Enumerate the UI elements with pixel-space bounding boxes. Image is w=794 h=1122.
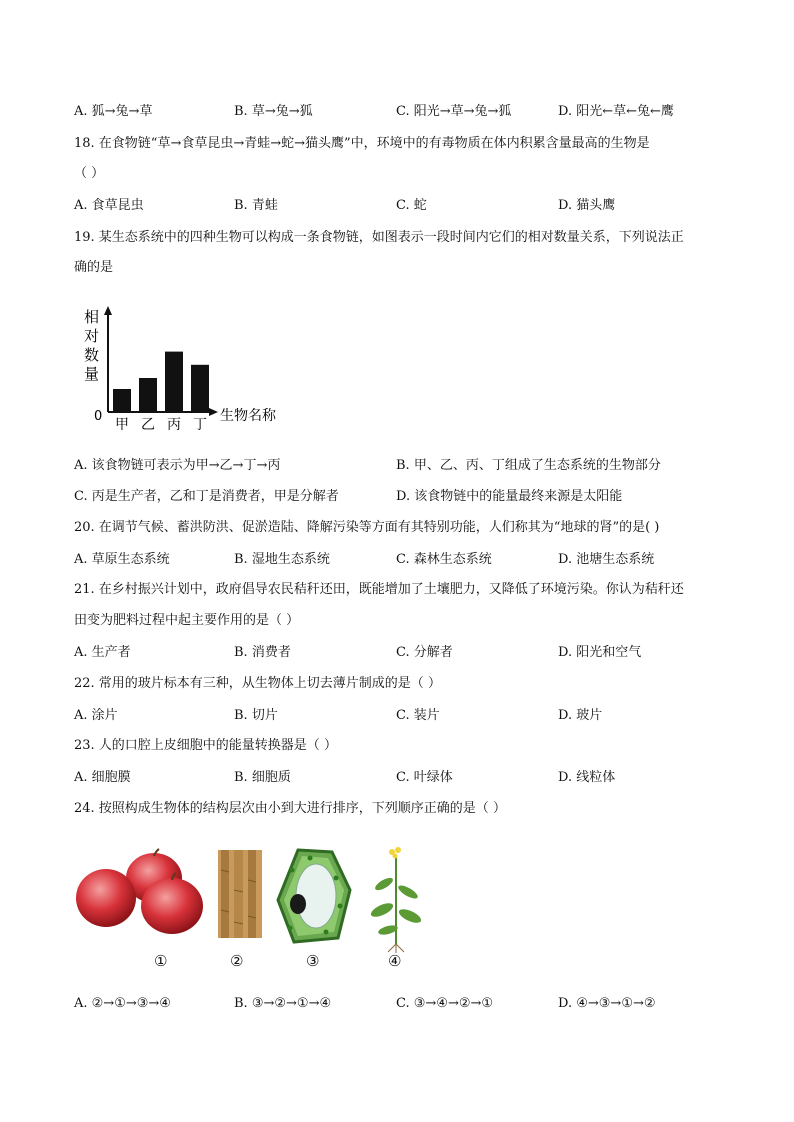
q24-option-d[interactable]: D. ④→③→①→② <box>558 996 656 1011</box>
q23-option-b[interactable]: B. 细胞质 <box>234 770 291 785</box>
x-tick-label-3: 丙 <box>167 417 181 433</box>
q24-stem: 24. 按照构成生物体的结构层次由小到大进行排序，下列顺序正确的是（ ） <box>74 801 506 816</box>
q17-option-d[interactable]: D. 阳光←草←兔←鹰 <box>558 104 674 119</box>
q19-option-b[interactable]: B. 甲、乙、丙、丁组成了生态系统的生物部分 <box>396 458 661 473</box>
figure-label-4: ④ <box>388 952 402 970</box>
y-axis-label-char: 对 <box>84 327 100 345</box>
q17-option-b[interactable]: B. 草→兔→狐 <box>234 104 313 119</box>
bar-1 <box>113 389 131 411</box>
q19-option-d[interactable]: D. 该食物链中的能量最终来源是太阳能 <box>396 489 623 504</box>
q18-option-c[interactable]: C. 蛇 <box>396 198 427 213</box>
x-axis-arrow <box>209 408 218 416</box>
q24-figure <box>70 844 450 974</box>
apples-image <box>74 848 206 938</box>
relative-quantity-chart <box>78 306 308 436</box>
q21-stem-line2: 田变为肥料过程中起主要作用的是（ ） <box>74 613 300 628</box>
q23-option-d[interactable]: D. 线粒体 <box>558 770 616 785</box>
origin-label: 0 <box>94 409 103 424</box>
x-tick-label-4: 丁 <box>193 417 207 433</box>
q17-option-a[interactable]: A. 狐→兔→草 <box>74 104 153 119</box>
q21-option-d[interactable]: D. 阳光和空气 <box>558 645 642 660</box>
q23-option-a[interactable]: A. 细胞膜 <box>74 770 131 785</box>
q21-option-c[interactable]: C. 分解者 <box>396 645 453 660</box>
figure-label-2: ② <box>230 952 244 970</box>
plant-cell-image <box>276 848 352 944</box>
q24-option-c[interactable]: C. ③→④→②→① <box>396 996 494 1011</box>
q18-option-a[interactable]: A. 食草昆虫 <box>74 198 144 213</box>
x-axis-label: 生物名称 <box>220 408 276 424</box>
q20-option-c[interactable]: C. 森林生态系统 <box>396 552 492 567</box>
figure-label-3: ③ <box>306 952 320 970</box>
q19-stem-line1: 19. 某生态系统中的四种生物可以构成一条食物链，如图表示一段时间内它们的相对数量关系，下列说法正 <box>74 230 684 245</box>
y-axis-label-char: 相 <box>84 308 100 326</box>
q19-stem-line2: 确的是 <box>74 260 114 275</box>
q20-option-a[interactable]: A. 草原生态系统 <box>74 552 170 567</box>
figure-label-1: ① <box>154 952 168 970</box>
tissue-image <box>218 850 262 938</box>
x-tick-label-1: 甲 <box>115 417 129 433</box>
q22-stem: 22. 常用的玻片标本有三种，从生物体上切去薄片制成的是（ ） <box>74 676 441 691</box>
q19-option-c[interactable]: C. 丙是生产者，乙和丁是消费者，甲是分解者 <box>74 489 339 504</box>
q18-option-d[interactable]: D. 猫头鹰 <box>558 198 616 213</box>
q18-bracket: （ ） <box>74 166 105 181</box>
q21-option-a[interactable]: A. 生产者 <box>74 645 131 660</box>
q21-option-b[interactable]: B. 消费者 <box>234 645 291 660</box>
bar-2 <box>139 378 157 411</box>
y-axis-label-char: 数 <box>84 346 100 364</box>
bar-3 <box>165 352 183 411</box>
q23-option-c[interactable]: C. 叶绿体 <box>396 770 453 785</box>
q21-stem-line1: 21. 在乡村振兴计划中，政府倡导农民秸秆还田，既能增加了土壤肥力，又降低了环境污染。你认为秸秆还 <box>74 582 684 597</box>
y-axis-label <box>84 308 99 383</box>
q24-option-a[interactable]: A. ②→①→③→④ <box>74 996 171 1011</box>
q20-stem: 20. 在调节气候、蓄洪防洪、促淤造陆、降解污染等方面有其特别功能，人们称其为“地球的肾”的是( ) <box>74 520 660 535</box>
q18-stem: 18. 在食物链“草→食草昆虫→青蛙→蛇→猫头鹰”中，环境中的有毒物质在体内积累含量最高的生物是 <box>74 136 650 151</box>
bar-4 <box>191 365 209 411</box>
y-axis-label-char: 量 <box>84 365 100 383</box>
plant-image <box>364 844 430 954</box>
q18-option-b[interactable]: B. 青蛙 <box>234 198 278 213</box>
q17-option-c[interactable]: C. 阳光→草→兔→狐 <box>396 104 512 119</box>
q22-option-c[interactable]: C. 装片 <box>396 708 440 723</box>
x-tick-label-2: 乙 <box>141 417 155 433</box>
q22-option-a[interactable]: A. 涂片 <box>74 708 118 723</box>
q20-option-d[interactable]: D. 池塘生态系统 <box>558 552 655 567</box>
q19-option-a[interactable]: A. 该食物链可表示为甲→乙→丁→丙 <box>74 458 281 473</box>
q24-option-b[interactable]: B. ③→②→①→④ <box>234 996 332 1011</box>
q20-option-b[interactable]: B. 湿地生态系统 <box>234 552 330 567</box>
q22-option-d[interactable]: D. 玻片 <box>558 708 603 723</box>
q23-stem: 23. 人的口腔上皮细胞中的能量转换器是（ ） <box>74 738 337 753</box>
y-axis-arrow <box>104 306 112 315</box>
q22-option-b[interactable]: B. 切片 <box>234 708 278 723</box>
